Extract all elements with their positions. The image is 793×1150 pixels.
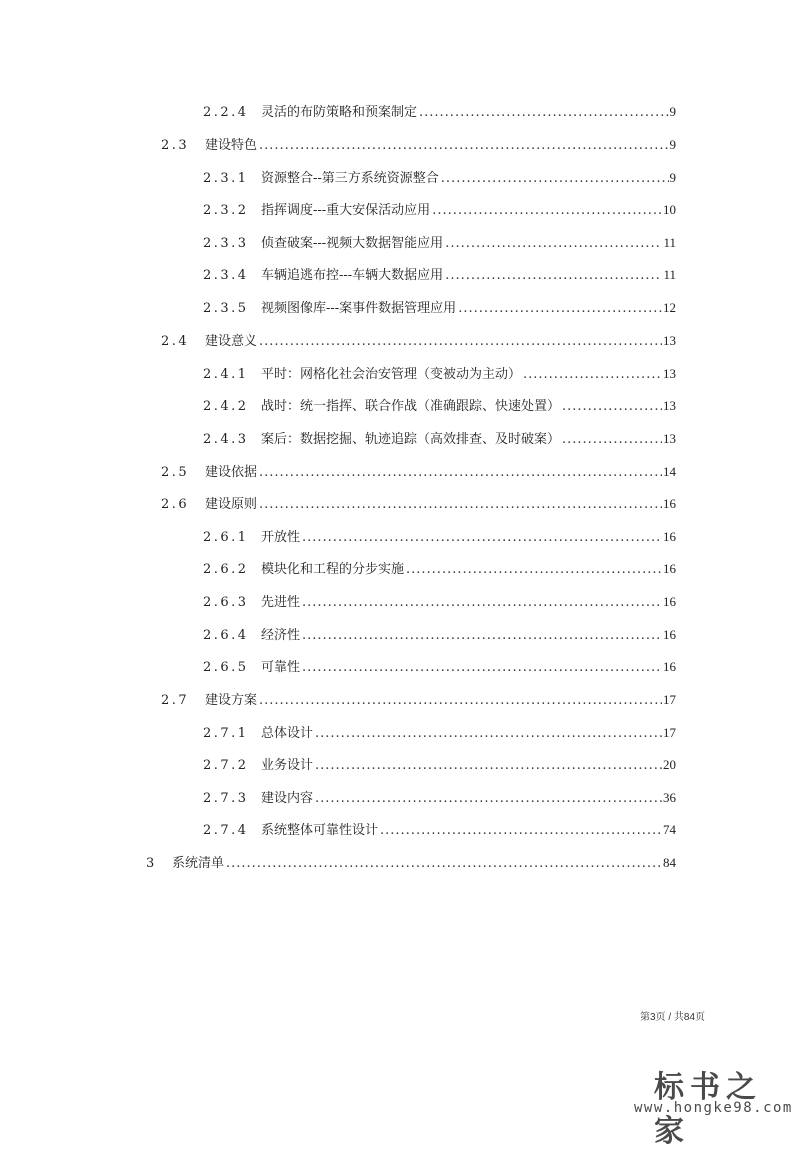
toc-leader — [315, 726, 662, 742]
toc-leader — [302, 595, 662, 611]
toc-entry[interactable] — [203, 267, 676, 284]
toc-leader — [259, 693, 662, 709]
toc-title: 视频图像库---案事件数据管理应用 — [261, 301, 457, 316]
toc-page: 11 — [663, 235, 676, 250]
toc-entry[interactable] — [203, 725, 676, 742]
toc-number: 2.7.4 — [203, 823, 249, 838]
toc-entry[interactable] — [203, 627, 676, 644]
watermark-title: 标书之家 — [654, 1070, 762, 1149]
toc-page: 20 — [663, 757, 676, 772]
toc-number: 2.4 — [161, 334, 190, 349]
toc-number: 2.3.5 — [203, 301, 249, 316]
toc-page: 13 — [663, 431, 676, 446]
toc-title: 案后：数据挖掘、轨迹追踪（高效排查、及时破案） — [261, 432, 561, 447]
toc-page: 16 — [663, 594, 676, 609]
page-footer: 第3页 / 共84页 — [640, 1012, 706, 1023]
toc-title: 侦查破案---视频大数据智能应用 — [261, 236, 444, 251]
toc-number: 3 — [146, 856, 157, 871]
toc-leader — [259, 497, 662, 513]
toc-title: 模块化和工程的分步实施 — [261, 562, 405, 577]
toc-number: 2.4.1 — [203, 367, 249, 382]
toc-title: 建设方案 — [205, 693, 258, 708]
toc-leader — [562, 399, 662, 415]
toc-leader — [458, 301, 662, 317]
toc-page: 16 — [663, 496, 676, 511]
toc-leader — [302, 628, 662, 644]
toc-leader — [259, 334, 662, 350]
toc-page: 16 — [663, 561, 676, 576]
toc-title: 建设原则 — [205, 497, 258, 512]
toc-entry[interactable] — [203, 170, 676, 187]
toc-leader — [302, 660, 662, 676]
watermark-logo — [622, 1062, 793, 1149]
watermark-url: www.hongke98.com — [634, 1100, 793, 1116]
toc-number: 2.3 — [161, 138, 190, 153]
toc-entry[interactable] — [203, 659, 676, 676]
toc-title: 建设意义 — [205, 334, 258, 349]
toc-page: 13 — [663, 333, 676, 348]
toc-page: 9 — [669, 170, 676, 185]
toc-entry[interactable] — [203, 790, 676, 807]
toc-title: 指挥调度---重大安保活动应用 — [261, 203, 431, 218]
toc-number: 2.6 — [161, 497, 190, 512]
toc-entry[interactable] — [161, 137, 676, 154]
toc-page: 11 — [663, 267, 676, 282]
toc-leader — [419, 105, 668, 121]
toc-page: 16 — [663, 529, 676, 544]
toc-number: 2.7.3 — [203, 791, 249, 806]
toc-entry[interactable] — [203, 529, 676, 546]
toc-page: 13 — [663, 398, 676, 413]
toc-title: 建设特色 — [205, 138, 258, 153]
toc-leader — [406, 562, 662, 578]
toc-number: 2.4.2 — [203, 399, 249, 414]
toc-page: 12 — [663, 300, 676, 315]
toc-title: 建设内容 — [261, 791, 314, 806]
toc-page: 13 — [663, 366, 676, 381]
toc-number: 2.5 — [161, 465, 190, 480]
toc-leader — [432, 203, 662, 219]
toc-entry[interactable] — [203, 398, 676, 415]
toc-leader — [380, 823, 662, 839]
toc-page: 17 — [663, 692, 676, 707]
toc-entry[interactable] — [203, 757, 676, 774]
toc-leader — [315, 791, 662, 807]
toc-page: 9 — [669, 137, 676, 152]
toc-leader — [445, 268, 662, 284]
toc-title: 开放性 — [261, 530, 301, 545]
toc-title: 经济性 — [261, 628, 301, 643]
toc-leader — [523, 367, 662, 383]
toc-title: 可靠性 — [261, 660, 301, 675]
toc-number: 2.3.2 — [203, 203, 249, 218]
toc-entry[interactable] — [203, 822, 676, 839]
toc-entry[interactable] — [161, 333, 676, 350]
toc-page: 74 — [663, 822, 676, 837]
toc-title: 业务设计 — [261, 758, 314, 773]
toc-leader — [302, 530, 662, 546]
toc-page: 16 — [663, 659, 676, 674]
toc-entry[interactable] — [203, 235, 676, 252]
toc-entry[interactable] — [161, 464, 676, 481]
toc-number: 2.7 — [161, 693, 190, 708]
toc-leader — [445, 236, 662, 252]
toc-entry[interactable] — [203, 594, 676, 611]
toc-entry[interactable] — [203, 300, 676, 317]
toc-page: 17 — [663, 725, 676, 740]
toc-entry[interactable] — [203, 366, 676, 383]
toc-title: 灵活的布防策略和预案制定 — [261, 105, 418, 120]
toc-title: 资源整合--第三方系统资源整合 — [261, 171, 439, 186]
toc-title: 系统清单 — [172, 856, 225, 871]
toc-page: 14 — [663, 464, 676, 479]
toc-title: 先进性 — [261, 595, 301, 610]
toc-leader — [315, 758, 662, 774]
toc-title: 建设依据 — [205, 465, 258, 480]
toc-title: 总体设计 — [261, 726, 314, 741]
toc-number: 2.7.1 — [203, 726, 249, 741]
toc-title: 系统整体可靠性设计 — [261, 823, 379, 838]
toc-number: 2.6.5 — [203, 660, 249, 675]
toc-number: 2.2.4 — [203, 105, 249, 120]
toc-number: 2.7.2 — [203, 758, 249, 773]
toc-leader — [226, 856, 662, 872]
toc-page: 9 — [669, 104, 676, 119]
toc-leader — [259, 465, 662, 481]
toc-number: 2.3.1 — [203, 171, 249, 186]
toc-title: 平时：网格化社会治安管理（变被动为主动） — [261, 367, 522, 382]
toc-page: 84 — [663, 855, 676, 870]
toc-leader — [441, 171, 669, 187]
toc-number: 2.6.3 — [203, 595, 249, 610]
toc-number: 2.3.3 — [203, 236, 249, 251]
toc-number: 2.6.2 — [203, 562, 249, 577]
toc-leader — [562, 432, 662, 448]
toc-entry[interactable] — [203, 104, 676, 121]
toc-number: 2.6.4 — [203, 628, 249, 643]
toc-entry[interactable] — [146, 855, 676, 872]
toc-number: 2.3.4 — [203, 268, 249, 283]
toc-leader — [259, 138, 668, 154]
toc-entry[interactable] — [203, 202, 676, 219]
toc-entry[interactable] — [161, 692, 676, 709]
toc-page: 36 — [663, 790, 676, 805]
toc-entry[interactable] — [161, 496, 676, 513]
toc-page: 16 — [663, 627, 676, 642]
toc-entry[interactable] — [203, 431, 676, 448]
toc-page: 10 — [663, 202, 676, 217]
toc-number: 2.4.3 — [203, 432, 249, 447]
toc-number: 2.6.1 — [203, 530, 249, 545]
toc-title: 战时：统一指挥、联合作战（准确跟踪、快速处置） — [261, 399, 561, 414]
toc-entry[interactable] — [203, 561, 676, 578]
toc-title: 车辆追逃布控---车辆大数据应用 — [261, 268, 444, 283]
